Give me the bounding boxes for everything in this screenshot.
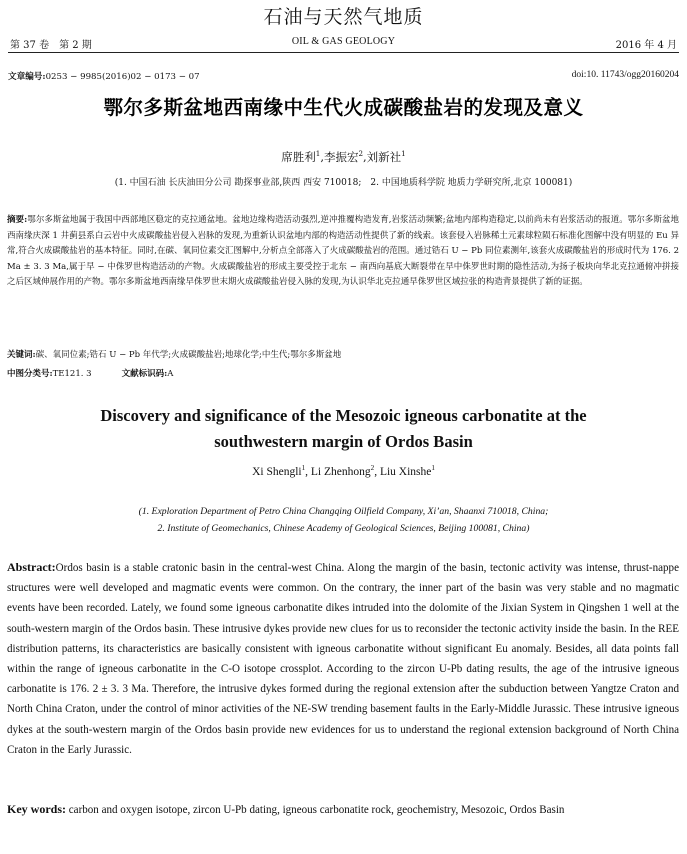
chinese-affiliations: (1. 中国石油 长庆油田分公司 勘探事业部,陕西 西安 710018; 2. 中国地质科学院 地质力学研究所,北京 100081)	[114, 178, 573, 188]
running-header	[10, 36, 677, 50]
author-affil-mark: 1	[431, 464, 435, 473]
english-abstract-label: Abstract:	[7, 560, 56, 574]
article-number-label: 文章编号:	[8, 72, 46, 82]
english-abstract-text: Ordos basin is a stable cratonic basin in the central-west China. Along the margin of the basin, tectonic activity was intense, thrust-nappe structures were well developed and magmatic events were common. On the contrary, the inner part of the basin was very stable and no magmatic events have been recorded. Lately, we found some igneous carbonatite dikes intruded into the dolomite of the Jixian System in Qingshen 1 well at the south-western margin of the Ordos basin. These intrusive dykes provide new clues for us to reconsider the tectonic activity inside the basin. In the REE distribution patterns, its characteristics are basically consistent with igneous carbonatite without significant Eu anomaly. Besides, all data points fall within the range of igneous carbonatite in the C-O isotope crossplot. According to the zircon U-Pb dating results, the age of the intrusive igneous carbonatite is 176. 2 ± 3. 3 Ma. Therefore, the intrusive dykes formed during the regional extension after the subduction between Yangtze Craton and North China Craton, under the control of minor activities of the NE-SW trending basement faults in the Early-Middle Jurassic. These intrusive igneous dykes at the south-western margin of the Ordos basin provide new evidences for us to understand the regional extension background of North China Craton in the Early Jurassic.	[7, 562, 679, 756]
english-affiliation-1: (1. Exploration Department of Petro China Changqing Oilfield Company, Xi’an, Shaanxi 710018, China;	[138, 506, 549, 517]
article-meta	[8, 70, 679, 82]
english-affiliations	[0, 503, 687, 537]
class-number-label: 中图分类号:	[7, 369, 53, 379]
author-name: 席胜利	[281, 150, 316, 164]
author-affil-mark: 1	[401, 149, 406, 159]
english-abstract	[7, 557, 679, 760]
chinese-abstract-text: 鄂尔多斯盆地属于我国中西部地区稳定的克拉通盆地。盆地边缘构造活动强烈,逆冲推覆构造发育,岩浆活动频繁;盆地内部构造稳定,以前尚未有岩浆活动的报道。鄂尔多斯盆地西南缘庆深 1 井蓟县系白云岩中火成碳酸盐岩侵入岩脉的发现,为重新认识盆地内部的构造活动性提供了新的线索。该套侵入岩脉稀土元素球粒陨石标准化图解中没有明显的 Eu 异常,符合火成碳酸盐岩的基本特征。同时,在碳、氧同位素交汇图解中,分析点全部落入了火成碳酸盐岩的范围。通过锆石 U − Pb 同位素测年,该套火成碳酸盐岩的形成时代为 176. 2 Ma ± 3. 3 Ma,属于早 − 中侏罗世构造活动的产物。火成碳酸盐岩的形成主要受控于北东 − 南西向基底大断裂带在早中侏罗世时期的隐性活动,为扬子板块向华北克拉通俯冲拼接之后区域伸展作用的产物。鄂尔多斯盆地西南缘早侏罗世末期火成碳酸盐岩侵入脉的发现,为认识华北克拉通早侏罗世区域拉张的构造背景提供了新的证据。	[7, 215, 680, 287]
chinese-title: 鄂尔多斯盆地西南缘中生代火成碳酸盐岩的发现及意义	[103, 96, 584, 119]
english-keywords-text: carbon and oxygen isotope, zircon U-Pb dating, igneous carbonatite rock, geochemistry, Mesozoic, Ordos Basin	[68, 804, 565, 816]
journal-name-en: OIL & GAS GEOLOGY	[291, 36, 396, 47]
author-name: Xi Shengli	[252, 466, 302, 478]
author-affil-mark: 1	[301, 464, 306, 473]
english-keywords-label: Key words:	[7, 802, 66, 816]
doi: doi:10. 11743/ogg20160204	[571, 70, 679, 80]
author-name: Li Zhenhong	[310, 466, 371, 478]
chinese-abstract-label: 摘要:	[7, 215, 28, 225]
author-affil-mark: 2	[370, 464, 375, 473]
chinese-keywords-label: 关键词:	[7, 350, 36, 360]
publication-date: 2016 年 4 月	[615, 40, 677, 51]
author-affil-mark: 1	[315, 149, 321, 159]
author-name: 刘新社	[366, 150, 402, 164]
english-affiliation-2: 2. Institute of Geomechanics, Chinese Academy of Geological Sciences, Beijing 100081, China)	[157, 523, 530, 534]
article-number-value: 0253 − 9985(2016)02 − 0173 − 07	[45, 72, 200, 82]
english-title-line: Discovery and significance of the Mesozoic igneous carbonatite at the	[100, 406, 587, 425]
header-divider	[8, 52, 679, 53]
journal-logo: 石油与天然气地质	[263, 6, 424, 28]
english-title-line: southwestern margin of Ordos Basin	[214, 432, 473, 451]
class-number: TE121. 3	[52, 369, 92, 379]
article-number	[8, 70, 200, 82]
english-authors: Xi Shengli$^1$, Li Zhenhong$^2$, Liu Xinshe$^1$	[252, 464, 435, 478]
english-title	[0, 403, 687, 455]
chinese-authors: 席胜利$^1$,李振宏$^2$,刘新社$^1$	[281, 149, 406, 164]
volume-issue: 第 37 卷 第 2 期	[10, 40, 92, 51]
chinese-keywords-text: 碳、氧同位素;锆石 U − Pb 年代学;火成碳酸盐岩;地球化学;中生代;鄂尔多斯盆地	[35, 350, 342, 360]
doc-code-label: 文献标识码:	[121, 369, 168, 379]
author-name: 李振宏	[323, 150, 359, 164]
doc-code: A	[167, 369, 174, 379]
chinese-abstract	[7, 213, 679, 291]
english-keywords	[7, 799, 679, 820]
author-affil-mark: 2	[358, 149, 364, 159]
author-name: Liu Xinshe	[379, 466, 432, 478]
classification-line	[7, 368, 679, 380]
chinese-keywords	[7, 349, 679, 361]
